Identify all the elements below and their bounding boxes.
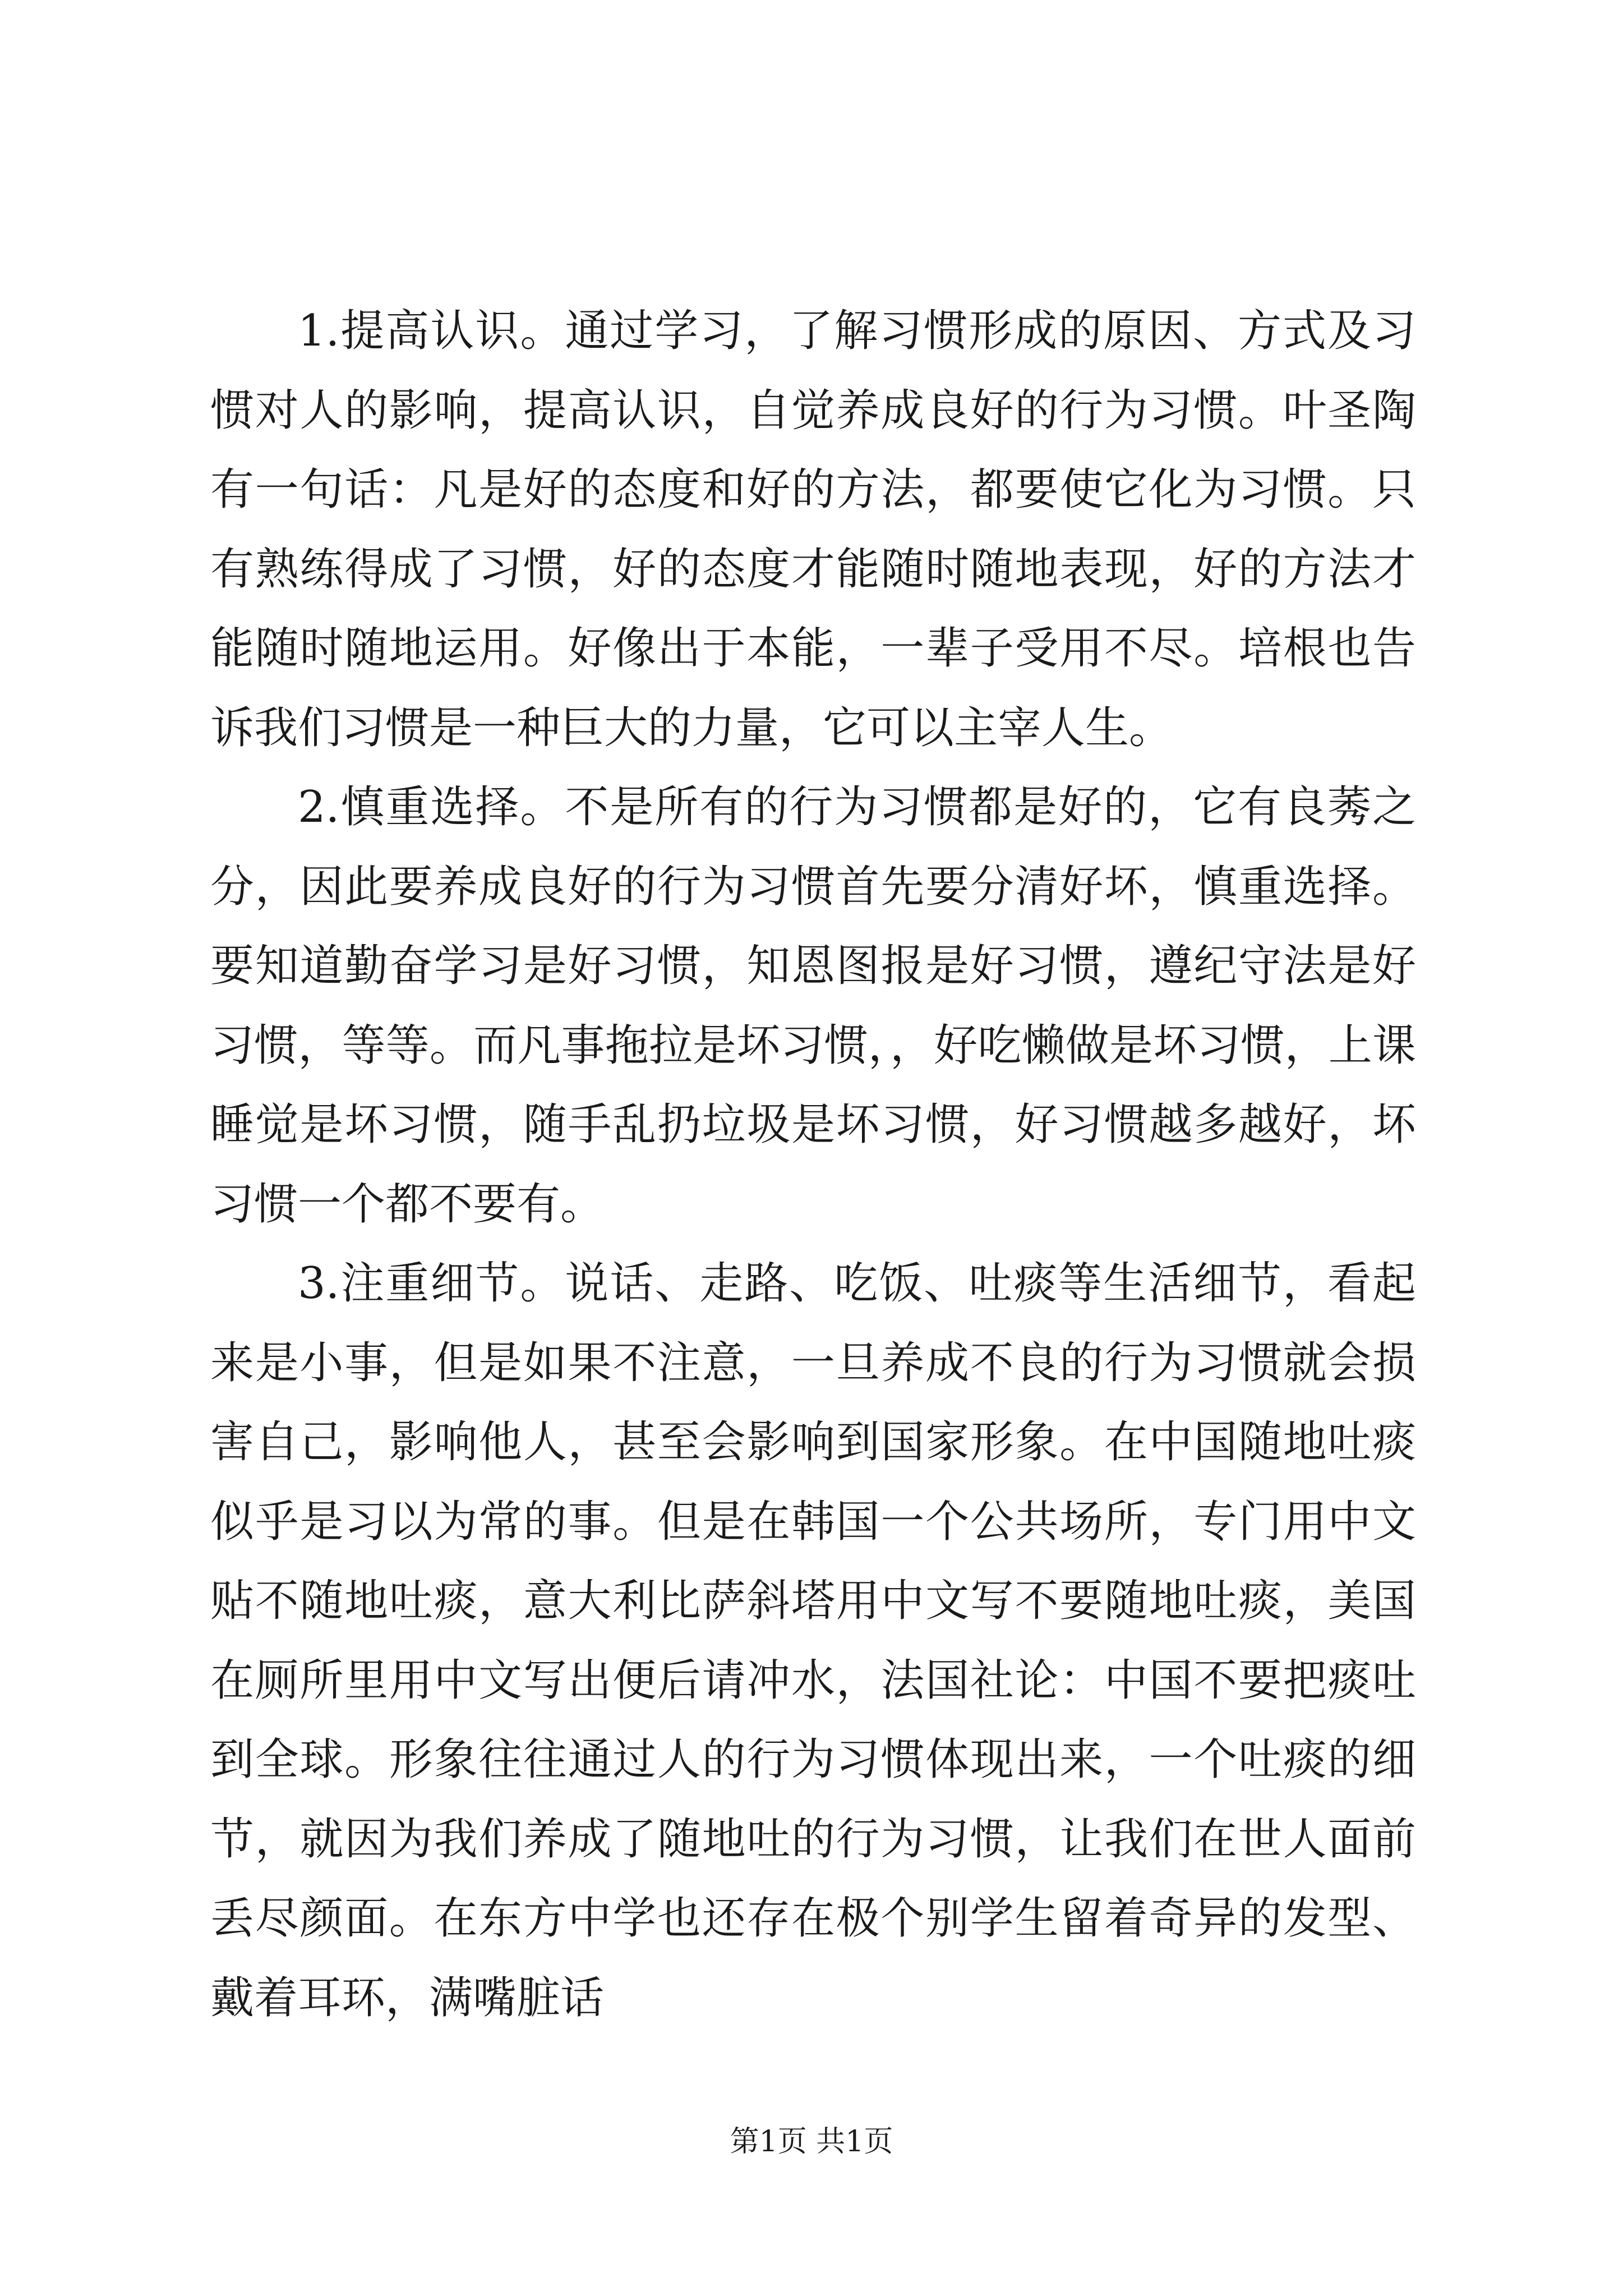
page-footer: 第1页 共1页 bbox=[730, 2125, 893, 2159]
paragraph-2: 2.慎重选择。不是所有的行为习惯都是好的，它有良莠之分，因此要养成良好的行为习惯首先要分清好坏，慎重选择。要知道勤奋学习是好习惯，知恩图报是好习惯，遵纪守法是好习惯，等等。而凡事拖拉是坏习惯，，好吃懒做是坏习惯，上课睡觉是坏习惯，随手乱扔垃圾是坏习惯，好习惯越多越好，坏习惯一个都不要有。 bbox=[210, 782, 1416, 1230]
document-body bbox=[210, 292, 1416, 2038]
paragraph-1: 1.提高认识。通过学习，了解习惯形成的原因、方式及习惯对人的影响，提高认识，自觉养成良好的行为习惯。叶圣陶有一句话：凡是好的态度和好的方法，都要使它化为习惯。只有熟练得成了习惯，好的态度才能随时随地表现，好的方法才能随时随地运用。好像出于本能，一辈子受用不尽。培根也告诉我们习惯是一种巨大的力量，它可以主宰人生。 bbox=[210, 306, 1416, 753]
paragraph-3: 3.注重细节。说话、走路、吃饭、吐痰等生活细节，看起来是小事，但是如果不注意，一旦养成不良的行为习惯就会损害自己，影响他人，甚至会影响到国家形象。在中国随地吐痰似乎是习以为常的事。但是在韩国一个公共场所，专门用中文贴不随地吐痰，意大利比萨斜塔用中文写不要随地吐痰，美国在厕所里用中文写出便后请冲水，法国社论：中国不要把痰吐到全球。形象往往通过人的行为习惯体现出来，一个吐痰的细节，就因为我们养成了随地吐的行为习惯，让我们在世人面前丢尽颜面。在东方中学也还存在极个别学生留着奇异的发型、戴着耳环，满嘴脏话 bbox=[210, 1258, 1416, 2023]
